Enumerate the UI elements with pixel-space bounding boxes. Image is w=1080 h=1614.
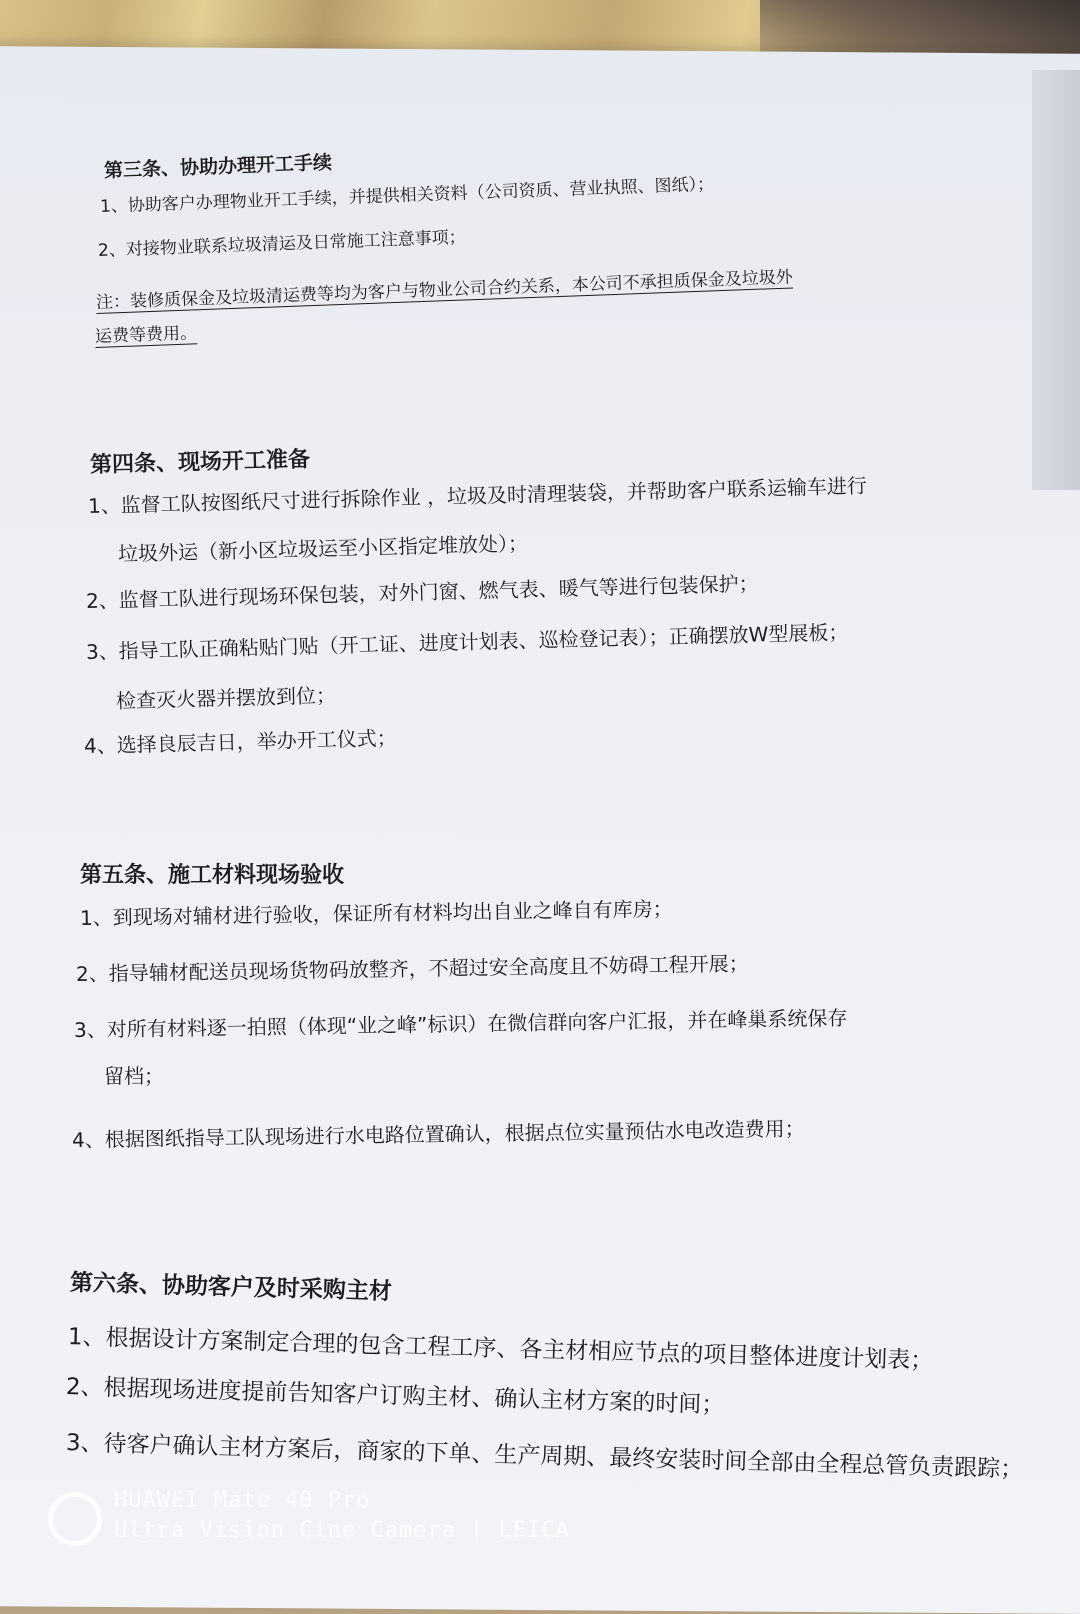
section-5-line-1: 1、到现场对辅材进行验收，保证所有材料均出自业之峰自有库房； xyxy=(79,896,673,930)
camera-logo-icon xyxy=(48,1492,102,1546)
section-6-line-1: 1、根据设计方案制定合理的包含工程工序、各主材相应节点的项目整体进度计划表； xyxy=(67,1324,934,1375)
section-5-line-2: 2、指导辅材配送员现场货物码放整齐，不超过安全高度且不妨碍工程开展； xyxy=(75,951,749,986)
section-4-line-6: 4、选择良辰吉日，举办开工仪式； xyxy=(83,725,397,758)
section-4-line-3: 2、监督工队进行现场环保包装，对外门窗、燃气表、暖气等进行包装保护； xyxy=(85,571,759,613)
camera-watermark xyxy=(48,1488,568,1560)
section-4-line-2: 垃圾外运（新小区垃圾运至小区指定堆放处）； xyxy=(117,531,529,566)
section-5-heading: 第五条、施工材料现场验收 xyxy=(80,863,345,888)
section-5-line-5: 4、根据图纸指导工队现场进行水电路位置确认，根据点位实量预估水电改造费用； xyxy=(71,1116,805,1152)
section-4-line-1: 1、监督工队按图纸尺寸进行拆除作业 ，垃圾及时清理装袋，并帮助客户联系运输车进行 xyxy=(87,473,868,518)
section-3-note-line-1: 注：装修质保金及垃圾清运费等均为客户与物业公司合约关系，本公司不承担质保金及垃圾外 xyxy=(95,267,793,313)
section-6-line-3: 3、待客户确认主材方案后，商家的下单、生产周期、最终安装时间全部由全程总管负责跟踪； xyxy=(65,1430,1024,1483)
section-5-line-4: 留档； xyxy=(104,1064,164,1088)
section-6-heading: 第六条、协助客户及时采购主材 xyxy=(69,1270,393,1305)
watermark-line-2: Ultra Vision Cine Camera | LEICA xyxy=(114,1518,570,1543)
watermark-line-1: HUAWEI Mate 40 Pro xyxy=(114,1488,371,1513)
section-4-line-5: 检查灭火器并摆放到位； xyxy=(115,683,337,713)
section-5-line-3: 3、对所有材料逐一拍照（体现“业之峰”标识）在微信群向客户汇报，并在峰巢系统保存 xyxy=(73,1005,848,1042)
section-4-line-4: 3、指导工队正确粘贴门贴（开工证、进度计划表、巡检登记表）；正确摆放W型展板； xyxy=(85,620,849,664)
section-3-item-2: 2、对接物业联系垃圾清运及日常施工注意事项； xyxy=(97,227,467,261)
section-3-heading: 第三条、协助办理开工手续 xyxy=(103,151,333,182)
section-3-item-1: 1、协助客户办理物业开工手续，并提供相关资料（公司资质、营业执照、图纸）； xyxy=(99,174,715,217)
section-4-heading: 第四条、现场开工准备 xyxy=(89,447,311,478)
section-3-note-line-2: 运费等费用。 xyxy=(94,323,198,347)
section-6-line-2: 2、根据现场进度提前告知客户订购主材、确认主材方案的时间； xyxy=(65,1374,725,1419)
